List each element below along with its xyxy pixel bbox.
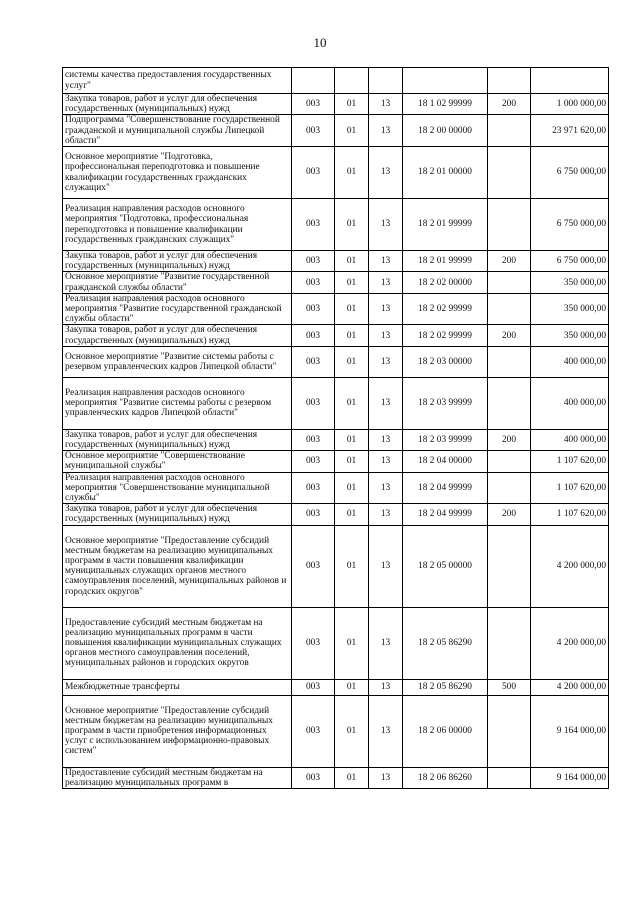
subsection-code-cell: 13 xyxy=(369,293,403,325)
target-article-cell: 18 2 00 00000 xyxy=(403,115,488,147)
ministry-code-cell: 003 xyxy=(292,94,335,115)
table-row xyxy=(63,695,609,767)
amount-cell: 6 750 000,00 xyxy=(531,147,609,199)
row-name-cell: Предоставление субсидий местным бюджетам на реализацию муниципальных программ в части повышения квалификации муниципальных служащих органов местного самоуправления поселений, муниципальных районов и городских округов xyxy=(63,607,292,679)
expense-type-cell xyxy=(488,607,531,679)
ministry-code-cell: 003 xyxy=(292,525,335,607)
ministry-code-cell: 003 xyxy=(292,346,335,377)
row-name-cell: Основное мероприятие "Развитие системы работы с резервом управленческих кадров Липецкой области" xyxy=(63,346,292,377)
ministry-code-cell: 003 xyxy=(292,251,335,272)
ministry-code-cell: 003 xyxy=(292,199,335,251)
section-code-cell: 01 xyxy=(335,525,369,607)
ministry-code-cell xyxy=(292,68,335,94)
subsection-code-cell xyxy=(369,68,403,94)
expense-type-cell xyxy=(488,272,531,293)
subsection-code-cell: 13 xyxy=(369,525,403,607)
target-article-cell: 18 2 02 99999 xyxy=(403,293,488,325)
ministry-code-cell: 003 xyxy=(292,293,335,325)
section-code-cell: 01 xyxy=(335,94,369,115)
section-code-cell: 01 xyxy=(335,147,369,199)
page-number: 10 xyxy=(313,35,327,50)
section-code-cell: 01 xyxy=(335,504,369,525)
table-row xyxy=(63,607,609,679)
subsection-code-cell: 13 xyxy=(369,325,403,346)
budget-table-body xyxy=(63,68,609,789)
section-code-cell: 01 xyxy=(335,695,369,767)
amount-cell: 6 750 000,00 xyxy=(531,199,609,251)
section-code-cell: 01 xyxy=(335,429,369,450)
section-code-cell: 01 xyxy=(335,377,369,429)
target-article-cell xyxy=(403,68,488,94)
expense-type-cell: 200 xyxy=(488,504,531,525)
subsection-code-cell: 13 xyxy=(369,251,403,272)
table-row xyxy=(63,377,609,429)
table-row xyxy=(63,68,609,94)
row-name-cell: Основное мероприятие "Совершенствование муниципальной службы" xyxy=(63,451,292,472)
target-article-cell: 18 2 03 00000 xyxy=(403,346,488,377)
row-name-cell: Реализация направления расходов основного мероприятия "Развитие государственной гражданской службы области" xyxy=(63,293,292,325)
ministry-code-cell: 003 xyxy=(292,451,335,472)
table-row xyxy=(63,429,609,450)
table-row xyxy=(63,504,609,525)
ministry-code-cell: 003 xyxy=(292,325,335,346)
target-article-cell: 18 2 05 00000 xyxy=(403,525,488,607)
target-article-cell: 18 2 02 99999 xyxy=(403,325,488,346)
section-code-cell: 01 xyxy=(335,272,369,293)
amount-cell: 1 107 620,00 xyxy=(531,472,609,504)
subsection-code-cell: 13 xyxy=(369,346,403,377)
row-name-cell: Реализация направления расходов основного мероприятия "Развитие системы работы с резервом управленческих кадров Липецкой области" xyxy=(63,377,292,429)
amount-cell: 350 000,00 xyxy=(531,293,609,325)
table-row xyxy=(63,472,609,504)
target-article-cell: 18 2 03 99999 xyxy=(403,429,488,450)
ministry-code-cell: 003 xyxy=(292,147,335,199)
amount-cell: 4 200 000,00 xyxy=(531,607,609,679)
table-row xyxy=(63,679,609,695)
amount-cell: 400 000,00 xyxy=(531,346,609,377)
expense-type-cell: 200 xyxy=(488,251,531,272)
section-code-cell xyxy=(335,68,369,94)
expense-type-cell xyxy=(488,472,531,504)
table-row xyxy=(63,94,609,115)
subsection-code-cell: 13 xyxy=(369,377,403,429)
amount-cell: 350 000,00 xyxy=(531,325,609,346)
ministry-code-cell: 003 xyxy=(292,679,335,695)
target-article-cell: 18 2 04 00000 xyxy=(403,451,488,472)
table-row xyxy=(63,199,609,251)
amount-cell: 1 107 620,00 xyxy=(531,504,609,525)
target-article-cell: 18 2 05 86290 xyxy=(403,679,488,695)
ministry-code-cell: 003 xyxy=(292,377,335,429)
table-row xyxy=(63,325,609,346)
target-article-cell: 18 2 04 99999 xyxy=(403,472,488,504)
amount-cell: 1 000 000,00 xyxy=(531,94,609,115)
section-code-cell: 01 xyxy=(335,472,369,504)
ministry-code-cell: 003 xyxy=(292,272,335,293)
subsection-code-cell: 13 xyxy=(369,94,403,115)
ministry-code-cell: 003 xyxy=(292,504,335,525)
amount-cell xyxy=(531,68,609,94)
subsection-code-cell: 13 xyxy=(369,504,403,525)
ministry-code-cell: 003 xyxy=(292,695,335,767)
section-code-cell: 01 xyxy=(335,199,369,251)
amount-cell: 1 107 620,00 xyxy=(531,451,609,472)
expense-type-cell xyxy=(488,767,531,788)
table-row xyxy=(63,525,609,607)
table-row xyxy=(63,293,609,325)
row-name-cell: Основное мероприятие "Предоставление субсидий местным бюджетам на реализацию муниципальных программ в части повышения квалификации муниципальных служащих органов местного самоуправления поселений, муниципальных районов и городских округов" xyxy=(63,525,292,607)
section-code-cell: 01 xyxy=(335,115,369,147)
section-code-cell: 01 xyxy=(335,293,369,325)
ministry-code-cell: 003 xyxy=(292,767,335,788)
amount-cell: 400 000,00 xyxy=(531,429,609,450)
target-article-cell: 18 2 03 99999 xyxy=(403,377,488,429)
expense-type-cell: 200 xyxy=(488,94,531,115)
amount-cell: 4 200 000,00 xyxy=(531,525,609,607)
section-code-cell: 01 xyxy=(335,251,369,272)
row-name-cell: Закупка товаров, работ и услуг для обеспечения государственных (муниципальных) нужд xyxy=(63,94,292,115)
table-row xyxy=(63,346,609,377)
row-name-cell: Закупка товаров, работ и услуг для обеспечения государственных (муниципальных) нужд xyxy=(63,251,292,272)
row-name-cell: Подпрограмма "Совершенствование государственной гражданской и муниципальной службы Липецкой области" xyxy=(63,115,292,147)
target-article-cell: 18 2 05 86290 xyxy=(403,607,488,679)
subsection-code-cell: 13 xyxy=(369,679,403,695)
subsection-code-cell: 13 xyxy=(369,451,403,472)
section-code-cell: 01 xyxy=(335,451,369,472)
table-row xyxy=(63,251,609,272)
subsection-code-cell: 13 xyxy=(369,472,403,504)
amount-cell: 9 164 000,00 xyxy=(531,695,609,767)
row-name-cell: Закупка товаров, работ и услуг для обеспечения государственных (муниципальных) нужд xyxy=(63,504,292,525)
row-name-cell: Закупка товаров, работ и услуг для обеспечения государственных (муниципальных) нужд xyxy=(63,429,292,450)
subsection-code-cell: 13 xyxy=(369,272,403,293)
row-name-cell: Реализация направления расходов основного мероприятия "Подготовка, профессиональная переподготовка и повышение квалификации государственных гражданских служащих" xyxy=(63,199,292,251)
ministry-code-cell: 003 xyxy=(292,115,335,147)
row-name-cell: системы качества предоставления государственных услуг" xyxy=(63,68,292,94)
section-code-cell: 01 xyxy=(335,346,369,377)
amount-cell: 9 164 000,00 xyxy=(531,767,609,788)
section-code-cell: 01 xyxy=(335,607,369,679)
table-row xyxy=(63,767,609,788)
subsection-code-cell: 13 xyxy=(369,695,403,767)
amount-cell: 4 200 000,00 xyxy=(531,679,609,695)
target-article-cell: 18 2 04 99999 xyxy=(403,504,488,525)
expense-type-cell xyxy=(488,293,531,325)
expense-type-cell: 200 xyxy=(488,325,531,346)
ministry-code-cell: 003 xyxy=(292,472,335,504)
subsection-code-cell: 13 xyxy=(369,607,403,679)
row-name-cell: Межбюджетные трансферты xyxy=(63,679,292,695)
expense-type-cell xyxy=(488,199,531,251)
amount-cell: 23 971 620,00 xyxy=(531,115,609,147)
target-article-cell: 18 2 01 99999 xyxy=(403,199,488,251)
target-article-cell: 18 2 06 00000 xyxy=(403,695,488,767)
target-article-cell: 18 2 01 99999 xyxy=(403,251,488,272)
table-row xyxy=(63,272,609,293)
expense-type-cell xyxy=(488,115,531,147)
target-article-cell: 18 2 06 86260 xyxy=(403,767,488,788)
row-name-cell: Закупка товаров, работ и услуг для обеспечения государственных (муниципальных) нужд xyxy=(63,325,292,346)
subsection-code-cell: 13 xyxy=(369,199,403,251)
amount-cell: 400 000,00 xyxy=(531,377,609,429)
expense-type-cell xyxy=(488,377,531,429)
expense-type-cell: 500 xyxy=(488,679,531,695)
table-row xyxy=(63,147,609,199)
amount-cell: 6 750 000,00 xyxy=(531,251,609,272)
subsection-code-cell: 13 xyxy=(369,115,403,147)
row-name-cell: Предоставление субсидий местным бюджетам на реализацию муниципальных программ в xyxy=(63,767,292,788)
table-row xyxy=(63,115,609,147)
subsection-code-cell: 13 xyxy=(369,147,403,199)
budget-table xyxy=(62,67,609,789)
expense-type-cell xyxy=(488,451,531,472)
row-name-cell: Основное мероприятие "Предоставление субсидий местным бюджетам на реализацию муниципальных программ в части приобретения информационных услуг с использованием информационно-правовых систем" xyxy=(63,695,292,767)
expense-type-cell xyxy=(488,147,531,199)
target-article-cell: 18 1 02 99999 xyxy=(403,94,488,115)
expense-type-cell xyxy=(488,68,531,94)
row-name-cell: Реализация направления расходов основного мероприятия "Совершенствование муниципальной службы" xyxy=(63,472,292,504)
subsection-code-cell: 13 xyxy=(369,767,403,788)
expense-type-cell xyxy=(488,695,531,767)
expense-type-cell xyxy=(488,525,531,607)
row-name-cell: Основное мероприятие "Развитие государственной гражданской службы области" xyxy=(63,272,292,293)
row-name-cell: Основное мероприятие "Подготовка, профессиональная переподготовка и повышение квалификации государственных гражданских служащих" xyxy=(63,147,292,199)
expense-type-cell: 200 xyxy=(488,429,531,450)
table-row xyxy=(63,451,609,472)
amount-cell: 350 000,00 xyxy=(531,272,609,293)
expense-type-cell xyxy=(488,346,531,377)
subsection-code-cell: 13 xyxy=(369,429,403,450)
target-article-cell: 18 2 01 00000 xyxy=(403,147,488,199)
section-code-cell: 01 xyxy=(335,325,369,346)
target-article-cell: 18 2 02 00000 xyxy=(403,272,488,293)
section-code-cell: 01 xyxy=(335,767,369,788)
ministry-code-cell: 003 xyxy=(292,429,335,450)
ministry-code-cell: 003 xyxy=(292,607,335,679)
section-code-cell: 01 xyxy=(335,679,369,695)
